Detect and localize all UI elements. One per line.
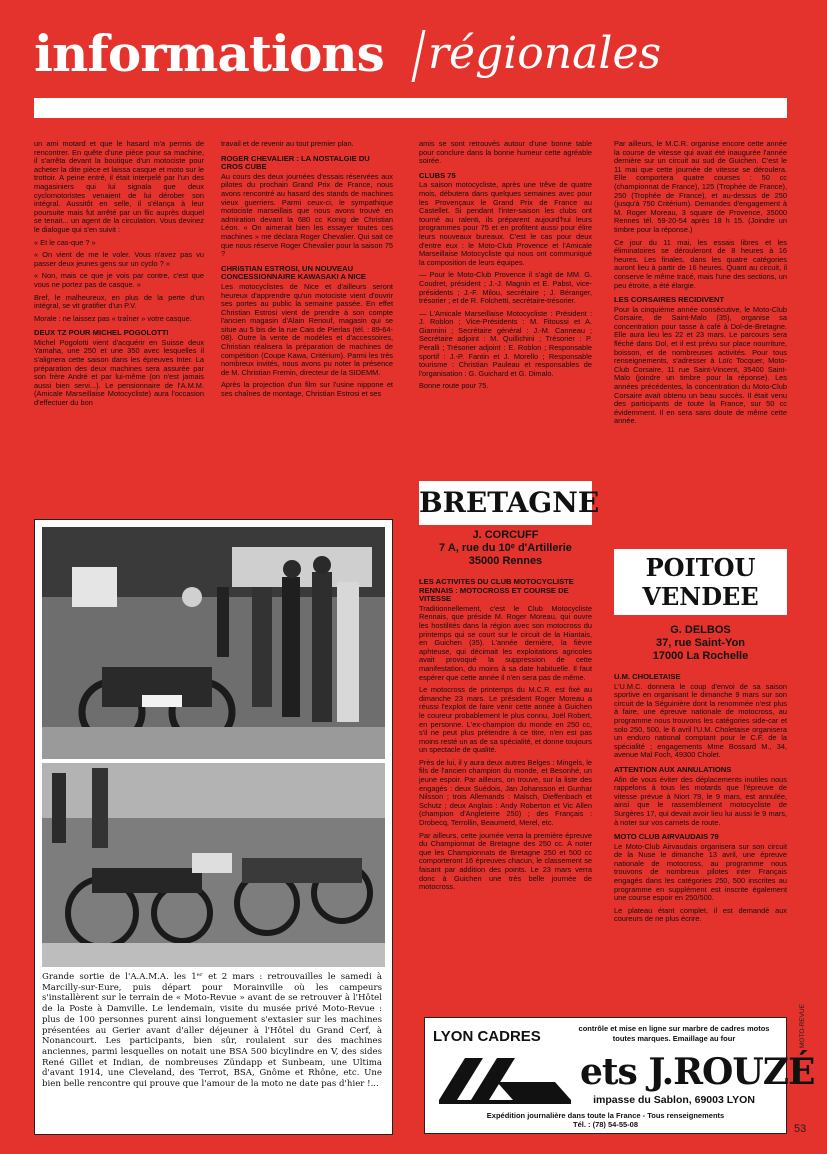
paragraph: « Non, mais ce que je vois par contre, c'est que vous ne portez pas de casque. »	[34, 271, 204, 289]
paragraph: un ami motard et que le hasard m'a permis de rencontrer. En quête d'une pièce pour sa machine, il s'arrêta devant la boutique d'un motociste pour acheter la dite pièce et laissa casque et moto sur le trottoir. A peine entré, il était interpelé par l'un des magasiniers qui lui signala que deux cyclomotoristes venaient de lui dérober son intégral. Aussitôt en selle, il s'élança à leur poursuite mais fut arrêté par un flic auprès duquel se tenait... un agent de la circulation. Vous devinez le dialogue qui s'en suivit :	[34, 140, 204, 234]
photo-caption: Grande sortie de l'A.A.M.A. les 1ᵉʳ et 2 mars : retrouvailles le samedi à Marcilly-sur-Eure, puis départ pour Morainville où les campeurs s'installèrent sur le terrain de « Moto-Revue » avant de se retrouver à l'Hôtel de la Poste à Damville. Le lendemain, visite du musée privé Moto-Revue : plus de 100 personnes purent ainsi longuement s'extasier sur les machines présentées au Gerier avant d'aller déjeuner à l'Hôtel du Grand Cerf, à Nonancourt. Les participants, bien sûr, roulaient sur des machines anciennes, parmi lesquelles on notait une BSA 500 bicylindre en V, des sides René Gillet et Indian, de nombreuses Zündapp et Sunbeam, une Ultima d'avant 1914, une Cleveland, des Terrot, BSA, Gnôme et Rhône, etc. Une bien belle rencontre qui prouve que l'amour de la moto ne date pas d'hier !...	[42, 972, 382, 1090]
paragraph: Le Moto-Club Airvaudais organisera sur son circuit de la Nuse le dimanche 13 avril, une épreuve nationale de motocross, au programme nous trouvons de nombreux pilotes inter Français engagés dans les catégories 250, 500 inscrites au programme en supplément est inscrite également une course espoir en 250/500.	[614, 841, 787, 903]
section-banner-bretagne: BRETAGNE	[419, 481, 592, 525]
paragraph: Michel Pogolotti vient d'acquérir en Suisse deux Yamaha, une 250 et une 350 avec lesquelles il s'alignera cette saison dans les épreuves Inter. La préparation des deux machines sera assurée par son frère André et par lui-même (on n'est jamais aussi bien servi...). Le pensionnaire de l'A.M.M. (Amicale Marseillaise Motocycliste) aura l'occasion d'effectuer du bon	[34, 337, 204, 408]
paragraph: Pour la cinquième année consécutive, le Moto-Club Corsaire, de Saint-Malo (35), organise sa concentration pour tasse à café à Dol-de-Bretagne. Elle aura lieu les 22 et 23 mars. Le parcours sera fléché dans Dol, et il est prévu sur place nourriture, boisson, et de nombreuses activités. Pour tous renseignements, s'adresser à Loïc Tocquer, Moto-Club Corsaire, 11 rue Saint-Vincent, 35400 Saint-Malo (joindre un timbre pour la réponse). Les années précédentes, la concentration du Moto-Club Corsaire avait obtenu un beau succès. Il était venu des participants de toute la France, sur 50 cc évidemment. Il en sera sans doute de même cette année.	[614, 304, 787, 426]
paragraph: Les motocyclistes de Nice et d'ailleurs seront heureux d'apprendre qu'un motociste vient d'ouvrir ses portes au public la semaine passée. En effet Christian Estrosi vient de prendre à son compte l'ancien magasin d'Alain Renouf, magasin qui se situe au 5 bis de la rue Cais de Pierlas (tél. : 89-64-08). Outre la vente de modèles et d'accessoires, Christian réalisera la préparation de machines de compétition (Coupe Kawa, Critérium). Parmi les très nombreux invités, nous avons pu noter la présence de M. Christian Fremin, directeur de la SIDEMM.	[221, 281, 393, 377]
contact-name: G. DELBOS	[670, 624, 731, 636]
section-heading: DEUX TZ POUR MICHEL POGOLOTTI	[34, 328, 169, 338]
paragraph: Le plateau étant complet, il est demandé aux coureurs de ne plus écrire.	[614, 905, 787, 924]
paragraph: Au cours des deux journées d'essais réservées aux pilotes du prochain Grand Prix de France, nous avons rencontré au hasard des stands de machines vieux guerriers. Parmi ceux-ci, le sympathique motociste marseillais que nous avons trouvé en admiration devant la 680 cc Konig de Christian Léon. « On aimerait bien les essayer toutes ces machines » me déclara Roger Chevalier. Qui sait ce que nous réserve Roger Chevalier pour la saison 75 ?	[221, 171, 393, 259]
contact-street: 7 A, rue du 10ᵉ d'Artillerie	[439, 542, 572, 554]
contact-address-bretagne	[419, 529, 592, 568]
paragraph: Le motocross de printemps du M.C.R. est fixé au dimanche 23 mars. Le président Roger Moreau a réussi l'exploit de faire venir cette année à Guichen le coureur probablement le plus connu, Joël Robert, en personne. L'ex-champion du monde en 250 cc, s'il ne peut plus prétendre à ce titre, n'en est pas moins resté un as de sa spécialité, et donne toujours un spectacle de qualité.	[419, 685, 592, 755]
section-heading: CHRISTIAN ESTROSI, UN NOUVEAU CONCESSIONNAIRE KAWASAKI A NICE	[221, 263, 366, 282]
column-3-top	[419, 140, 592, 472]
magazine-name-vertical: MOTO-REVUE	[799, 1004, 806, 1048]
paragraph: Afin de vous éviter des déplacements inutiles nous rappelons à tous les motards que l'épreuve de vitesse prévue à Niort 79, le 9 mars, est annulée, ainsi que le rassemblement motocycliste de Surgères 17, qui devait avoir lieu lui aussi le 9 mars, à noter sur vos carnets de route.	[614, 774, 787, 827]
ad-shipping-line: Expédition journalière dans toute la France - Tous renseignements	[486, 1111, 725, 1120]
column-1	[34, 140, 204, 510]
paragraph: amis se sont retrouvés autour d'une bonne table pour conclure dans la bonne humeur cette agréable soirée.	[419, 140, 592, 166]
paragraph: Par ailleurs, cette journée verra la première épreuve du Championnat de Bretagne des 250 cc. A noter que les Championnats de Bretagne 250 et 500 cc comporteront 16 épreuves chacun, le classement se faisant par addition des points. Le 23 mars verra donc à Guichen une très belle journée de motocross.	[419, 830, 592, 892]
contact-city: 35000 Rennes	[468, 555, 543, 567]
paragraph: Ce jour du 11 mai, les essais libres et les éliminatoires se dérouleront de 8 heures à 16 heures. Les finales, dans les quatre catégories auront lieu à partir de 16 heures. Quant au circuit, il conserve le même tracé, mais l'une des sections, un peu étroite, a été élargie.	[614, 237, 787, 290]
ad-description: contrôle et mise en ligne sur marbre de cadres motos toutes marques. Emaillage au four	[578, 1024, 770, 1043]
section-heading: MOTO CLUB AIRVAUDAIS 79	[614, 832, 719, 842]
title-separator	[411, 30, 425, 82]
paragraph: Morale : ne laissez pas « traîner » votre casque.	[34, 313, 192, 323]
contact-name: J. CORCUFF	[472, 529, 539, 541]
section-heading: LES CORSAIRES RECIDIVENT	[614, 295, 725, 305]
paragraph: Près de lui, il y aura deux autres Belges : Mingels, le fils de l'ancien champion du monde, et Besonhé, un jeune espoir. Par ailleurs, on trouve, sur la liste des engagés : deux Suédois, Jan Johansson et Gunhar Nilsson ; trois Allemands : Malsch, Dieffenbach et Schutz ; deux Anglais : Andy Roberton et Vic Allen (champion d'Angleterre 250) ; des Français : Drobecq, Terrollin, Beaumerd, Merel, etc.	[419, 757, 592, 828]
title-sub: régionales	[428, 28, 662, 79]
photo-outdoor-illustration	[42, 763, 385, 967]
photo-outdoor-motorcycles	[42, 763, 385, 967]
paragraph: « Et le cas-que ? »	[34, 237, 96, 247]
paragraph: L'U.M.C. donnera le coup d'envoi de sa saison sportive en organisant le dimanche 9 mars sur son circuit de la Séguinière dont la renommée n'est plus à faire, une épreuve nationale de motocross, au programme nous trouvons les catégories side-car et solo 250, 500, le 6 avril l'U.M. Choletaise organisera un enduro national comptant pour le C.F. de la spécialité ; engagements Mme Bossard M., 34, avenue Mal Foch, 49300 Cholet.	[614, 681, 787, 760]
photo-garage-illustration	[42, 527, 385, 759]
paragraph: travail et de revenir au tout premier plan.	[221, 140, 354, 148]
section-heading: ROGER CHEVALIER : LA NOSTALGIE DU CROS CUBE	[221, 153, 370, 172]
ad-brand-rouze: ets J.ROUZÉ	[580, 1051, 815, 1093]
section-heading: ATTENTION AUX ANNULATIONS	[614, 764, 732, 774]
section-heading: CLUBS 75	[419, 170, 456, 180]
column-4-top	[614, 140, 787, 544]
section-banner-poitou-vendee	[614, 549, 787, 615]
paragraph: Bonne route pour 75.	[419, 381, 489, 391]
paragraph: — L'Amicale Marseillaise Motocycliste : Président : J. Roblon ; Vice-Présidents : M. Fitoussi et A. Giannini ; Secrétaire général : J.-M. Canneau ; Secrétaire adjoint : M. Quillichini ; Trésorier : P. Peralli ; Trésorier adjoint : E. Roblon ; Responsable sportif : J.-P. Fantin et J. Morello ; Responsable tourisme : Christian Pauleau et responsables de l'organisation : G. Guichard et G. Dimalo.	[419, 308, 592, 378]
page-number: 53	[794, 1123, 807, 1135]
contact-city: 17000 La Rochelle	[652, 650, 749, 662]
paragraph: « On vient de me le voler. Vous n'avez pas vu passer deux jeunes gens sur un cyclo ? »	[34, 250, 204, 268]
ad-footer	[433, 1111, 778, 1129]
section-heading: LES ACTIVITES DU CLUB MOTOCYCLISTE RENNAIS : MOTOCROSS ET COURSE DE VITESSE	[419, 577, 574, 604]
paragraph: — Pour le Moto-Club Provence il s'agit de MM. G. Coudret, président ; J.-J. Magnin et E. Pabst, vice-présidents ; J.-F. Milou, secrétaire ; J. Béranger, trésorier ; et de R. Folchetti, secrétaire-trésorier.	[419, 270, 592, 306]
column-2	[221, 140, 393, 510]
column-3-bottom	[419, 572, 592, 1004]
title-main: informations	[34, 24, 384, 83]
contact-address-poitou	[614, 624, 787, 663]
title-rule-bar	[34, 98, 787, 118]
photo-block	[34, 519, 393, 1135]
paragraph: Traditionnellement, c'est le Club Motocycliste Rennais, que préside M. Roger Moreau, qui ouvre les hostilités dans la région avec son motocross du printemps qui se court sur le circuit de la Hiantais, en Guichen (35). L'année dernière, la fièvre aphteuse, qui décimait les exploitations agricoles avait provoqué la suppression de cette manifestation, du moins à sa date habituelle. Il faut espérer que cette année il n'en sera pas de même.	[419, 603, 592, 682]
section-line-2: VENDEE	[642, 582, 759, 611]
paragraph: Par ailleurs, le M.C.R. organise encore cette année la course de vitesse qui avait été inaugurée l'année dernière sur un circuit au sud de Guichen. C'est le 11 mai que cette journée de vitesse se déroulera. Elle comportera quatre courses : 50 cc (championnat de France), 125 (Trophée de France), 250 (Trophée de France), et au-dessus de 250 (jusqu'à 750 Critérium). Demandes d'engagement à M. Roger Moreau, 3 square de Provence, 35000 Rennes tél. 59-20-54 après 18 h 15. (Joindre un timbre pour la réponse.)	[614, 140, 787, 234]
paragraph: Après la projection d'un film sur l'usine nippone et ses chaînes de montage, Christian Estrosi et ses	[221, 380, 393, 399]
ad-brand-lyon-cadres: LYON CADRES	[433, 1028, 541, 1045]
frame-logo-icon	[435, 1052, 575, 1106]
column-4-bottom	[614, 667, 787, 1010]
photo-garage-motorcycles	[42, 527, 385, 759]
section-line-1: POITOU	[645, 553, 756, 582]
ad-phone: Tél. : (78) 54-55-08	[572, 1120, 639, 1129]
section-heading: U.M. CHOLETAISE	[614, 672, 681, 681]
ad-address: impasse du Sablon, 69003 LYON	[593, 1094, 755, 1106]
contact-street: 37, rue Saint-Yon	[655, 637, 746, 649]
paragraph: La saison motocycliste, après une trêve de quatre mois, débutera dans quelques semaines avec pour les Provençaux le Grand Prix de France au Castellet. Si pendant l'inter-saison les clubs ont tourné au ralenti, ils préparent aujourd'hui leurs programmes pour 75 et en profitent aussi pour élire leurs nouveaux bureaux. C'est le cas pour deux d'entre eux : le Moto-Club Provence et l'Amicale Marseillaise Motocycliste qui nous ont communiqué la composition de leurs équipes.	[419, 180, 592, 267]
paragraph: Bref, le malheureux, en plus de la perte d'un intégral, se vit gratifier d'un P.V.	[34, 292, 204, 311]
